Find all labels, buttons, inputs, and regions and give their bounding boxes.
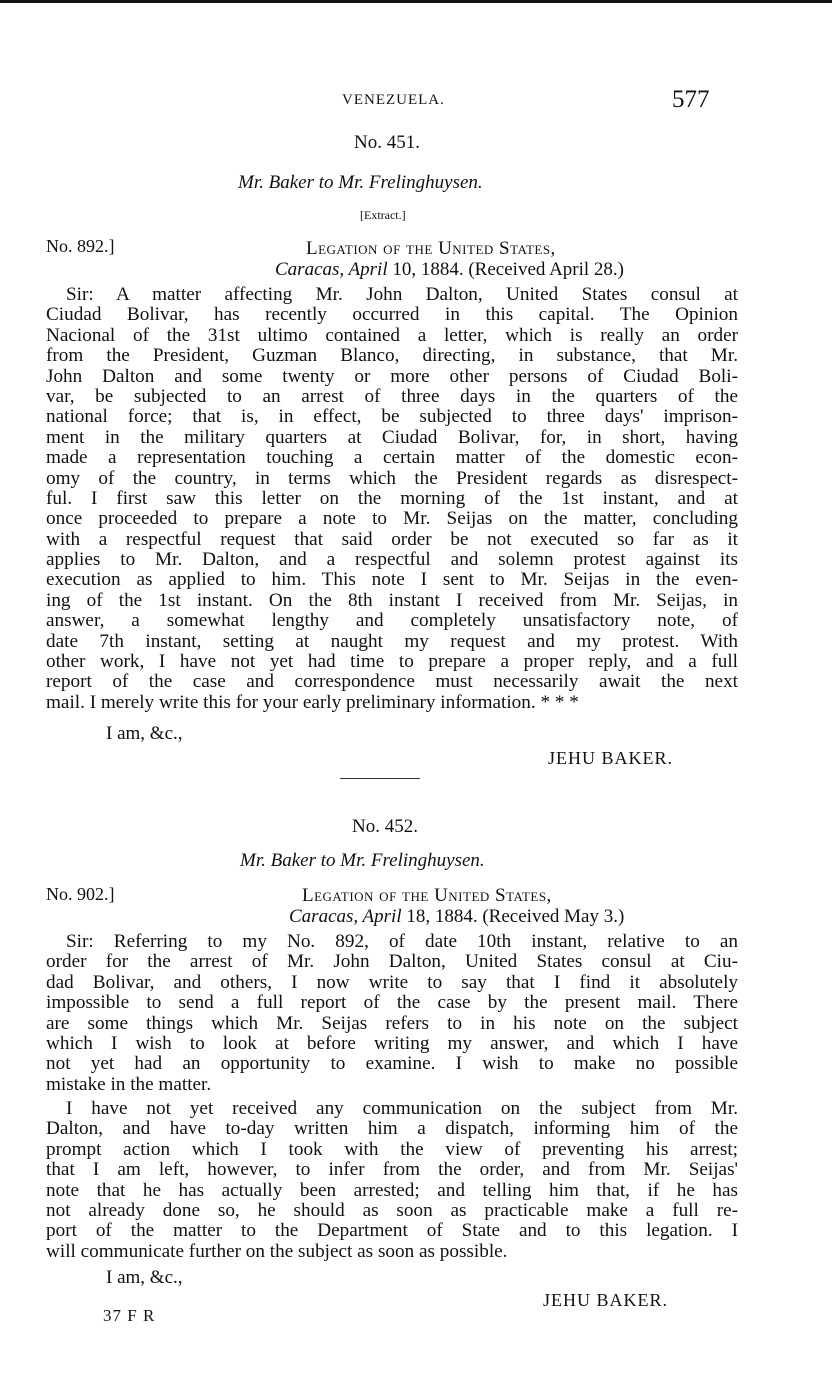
doc2-body-para2 (46, 1099, 738, 1262)
section-divider (340, 778, 420, 779)
doc1-dateline-rest: 10, 1884. (Received April 28.) (387, 259, 625, 280)
doc1-body-line: national force; that is, in effect, be subjected to three days' imprison- (46, 406, 738, 428)
doc1-closing: I am, &c., (106, 723, 183, 744)
doc2-dateline (289, 906, 624, 928)
doc1-dispatch-number: No. 892.] (46, 236, 115, 256)
doc1-body-line: ful. I first saw this letter on the morning of the 1st instant, and at (46, 487, 738, 509)
doc2-para1-line: Sir: Referring to my No. 892, of date 10th instant, relative to an (66, 931, 738, 952)
doc1-body-line: other work, I have not yet had time to prepare a proper reply, and a full (46, 651, 738, 673)
doc1-body-line: answer, a somewhat lengthy and completely unsatisfactory note, of (46, 610, 738, 632)
doc2-dateline-rest: 18, 1884. (Received May 3.) (401, 906, 625, 927)
doc2-dispatch-number: No. 902.] (46, 884, 115, 904)
doc1-body-line: applies to Mr. Dalton, and a respectful and solemn protest against its (46, 549, 738, 571)
doc1-body-line: var, be subjected to an arrest of three days in the quarters of the (46, 385, 738, 407)
doc2-para1-line: impossible to send a full report of the case by the present mail. There (46, 992, 738, 1014)
doc2-para2-line: not already done so, he should as soon as practicable make a full re- (46, 1199, 738, 1221)
printer-signature-mark: 37 F R (103, 1306, 156, 1325)
doc1-body-line: ment in the military quarters at Ciudad Bolivar, for, in short, having (46, 426, 738, 448)
doc2-heading: Mr. Baker to Mr. Frelinghuysen. (240, 850, 485, 871)
doc1-body-line: mail. I merely write this for your early preliminary information. * * * (46, 691, 579, 713)
doc2-para1-line: dad Bolivar, and others, I now write to say that I find it absolutely (46, 971, 738, 993)
doc2-para2-line: that I am left, however, to infer from the order, and from Mr. Seijas' (46, 1159, 738, 1181)
doc1-extract-note: [Extract.] (360, 208, 406, 222)
doc1-legation-text: Legation of the United States, (306, 238, 556, 259)
doc1-number: No. 451. (354, 132, 420, 153)
doc1-body-line: made a representation touching a certain matter of the domestic econ- (46, 447, 738, 469)
doc1-body-line: from the President, Guzman Blanco, directing, in substance, that Mr. (46, 345, 738, 367)
doc1-body-line: report of the case and correspondence must necessarily await the next (46, 671, 738, 693)
doc2-para1-line: are some things which Mr. Seijas refers to in his note on the subject (46, 1012, 738, 1034)
doc2-para2-line: Dalton, and have to-day written him a dispatch, informing him of the (46, 1118, 738, 1140)
running-head: VENEZUELA. (342, 92, 445, 108)
doc1-dateline (275, 259, 624, 281)
doc1-body-line: date 7th instant, setting at naught my request and my protest. With (46, 630, 738, 652)
doc1-body-line: execution as applied to him. This note I sent to Mr. Seijas in the even- (46, 569, 738, 591)
doc2-para2-line: will communicate further on the subject as soon as possible. (46, 1240, 508, 1262)
doc2-para1-line: order for the arrest of Mr. John Dalton, United States consul at Ciu- (46, 951, 738, 973)
doc1-body-line: Nacional of the 31st ultimo contained a letter, which is really an order (46, 324, 738, 346)
doc2-para2-line: port of the matter to the Department of State and to this legation. I (46, 1220, 738, 1242)
doc1-body-line: omy of the country, in terms which the President regards as disrespect- (46, 467, 738, 489)
doc1-body-line: Ciudad Bolivar, has recently occurred in this capital. The Opinion (46, 304, 738, 326)
doc1-heading: Mr. Baker to Mr. Frelinghuysen. (238, 172, 483, 193)
doc2-closing: I am, &c., (106, 1267, 183, 1288)
doc1-body (46, 285, 738, 713)
doc2-legation (302, 885, 552, 907)
doc1-signature: JEHU BAKER. (548, 748, 674, 768)
top-border-rule (0, 0, 832, 3)
doc2-body-para1 (46, 932, 738, 1095)
doc1-body-line: with a respectful request that said order be not executed so far as it (46, 528, 738, 550)
doc1-body-line: once proceeded to prepare a note to Mr. Seijas on the matter, concluding (46, 508, 738, 530)
doc1-body-line: ing of the 1st instant. On the 8th instant I received from Mr. Seijas, in (46, 589, 738, 611)
doc2-para1-line: mistake in the matter. (46, 1073, 212, 1095)
doc2-para1-line: not yet had an opportunity to examine. I wish to make no possible (46, 1053, 738, 1075)
doc2-para1-line: which I wish to look at before writing my answer, and which I have (46, 1032, 738, 1054)
doc2-para2-line: note that he has actually been arrested; and telling him that, if he has (46, 1179, 738, 1201)
doc2-number: No. 452. (352, 816, 418, 837)
doc1-dateline-place: Caracas, April (275, 259, 388, 280)
page-number: 577 (672, 86, 710, 113)
doc1-legation (306, 238, 556, 260)
doc1-body-line: John Dalton and some twenty or more other persons of Ciudad Boli- (46, 365, 738, 387)
doc2-para2-line: prompt action which I took with the view of preventing his arrest; (46, 1138, 738, 1160)
doc1-body-line: Sir: A matter affecting Mr. John Dalton, United States consul at (66, 284, 738, 305)
doc2-dateline-place: Caracas, April (289, 906, 402, 927)
doc2-signature: JEHU BAKER. (543, 1290, 669, 1310)
doc2-legation-text: Legation of the United States, (302, 885, 552, 906)
doc2-para2-line: I have not yet received any communication on the subject from Mr. (66, 1098, 738, 1119)
